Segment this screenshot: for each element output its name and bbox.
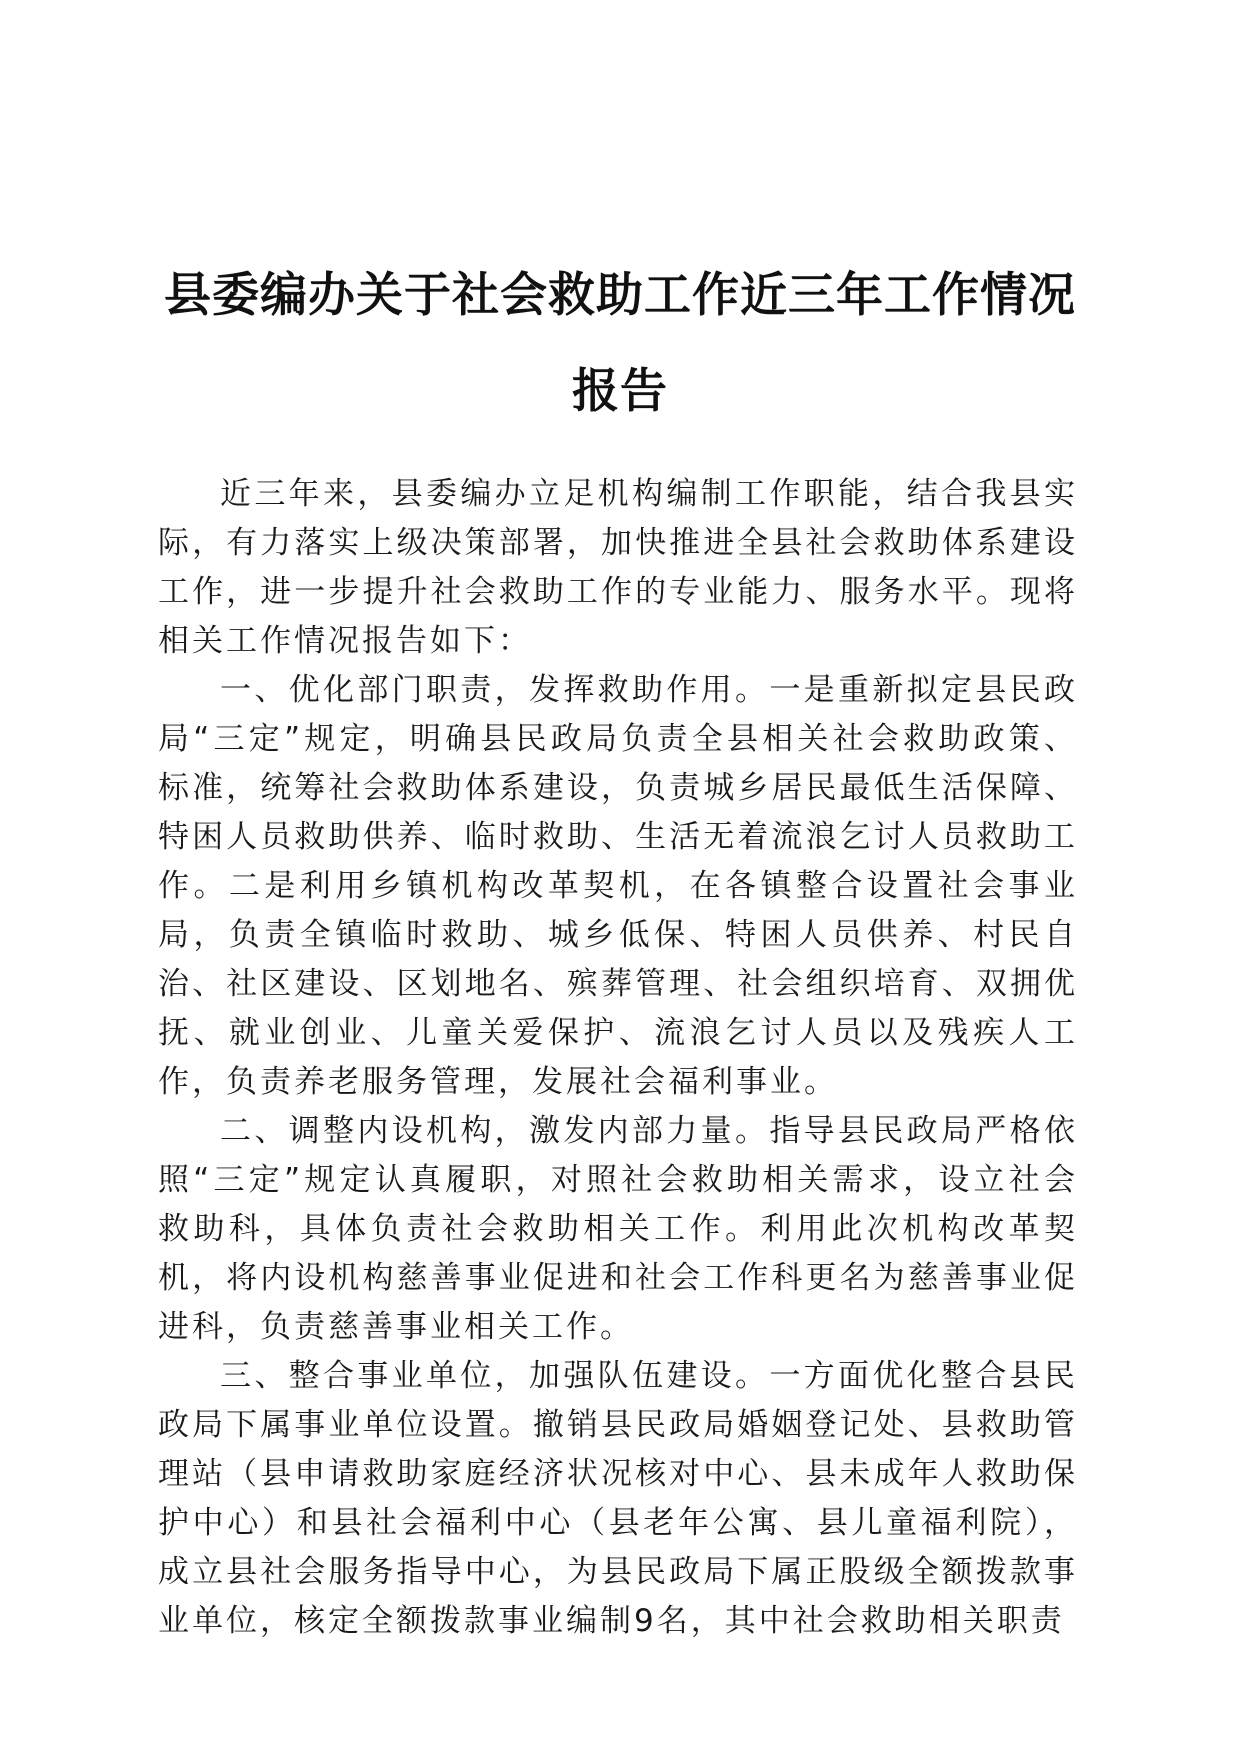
document-body bbox=[158, 470, 1078, 1646]
paragraph-section-3: 三、整合事业单位，加强队伍建设。一方面优化整合县民政局下属事业单位设置。撤销县民政局婚姻登记处、县救助管理站（县申请救助家庭经济状况核对中心、县未成年人救助保护中心）和县社会福利中心（县老年公寓、县儿童福利院），成立县社会服务指导中心，为县民政局下属正股级全额拨款事业单位，核定全额拨款事业编制9名，其中社会救助相关职责 bbox=[158, 1358, 1078, 1639]
paragraph-section-1: 一、优化部门职责，发挥救助作用。一是重新拟定县民政局“三定”规定，明确县民政局负责全县相关社会救助政策、标准，统筹社会救助体系建设，负责城乡居民最低生活保障、特困人员救助供养、临时救助、生活无着流浪乞讨人员救助工作。二是利用乡镇机构改革契机，在各镇整合设置社会事业局，负责全镇临时救助、城乡低保、特困人员供养、村民自治、社区建设、区划地名、殡葬管理、社会组织培育、双拥优抚、就业创业、儿童关爱保护、流浪乞讨人员以及残疾人工作，负责养老服务管理，发展社会福利事业。 bbox=[158, 672, 1078, 1100]
document-title: 县委编办关于社会救助工作近三年工作情况报告 bbox=[164, 268, 1076, 419]
paragraph-intro: 近三年来，县委编办立足机构编制工作职能，结合我县实际，有力落实上级决策部署，加快推进全县社会救助体系建设工作，进一步提升社会救助工作的专业能力、服务水平。现将相关工作情况报告如下： bbox=[158, 476, 1078, 659]
paragraph-section-2: 二、调整内设机构，激发内部力量。指导县民政局严格依照“三定”规定认真履职，对照社会救助相关需求，设立社会救助科，具体负责社会救助相关工作。利用此次机构改革契机，将内设机构慈善事业促进和社会工作科更名为慈善事业促进科，负责慈善事业相关工作。 bbox=[158, 1113, 1078, 1345]
